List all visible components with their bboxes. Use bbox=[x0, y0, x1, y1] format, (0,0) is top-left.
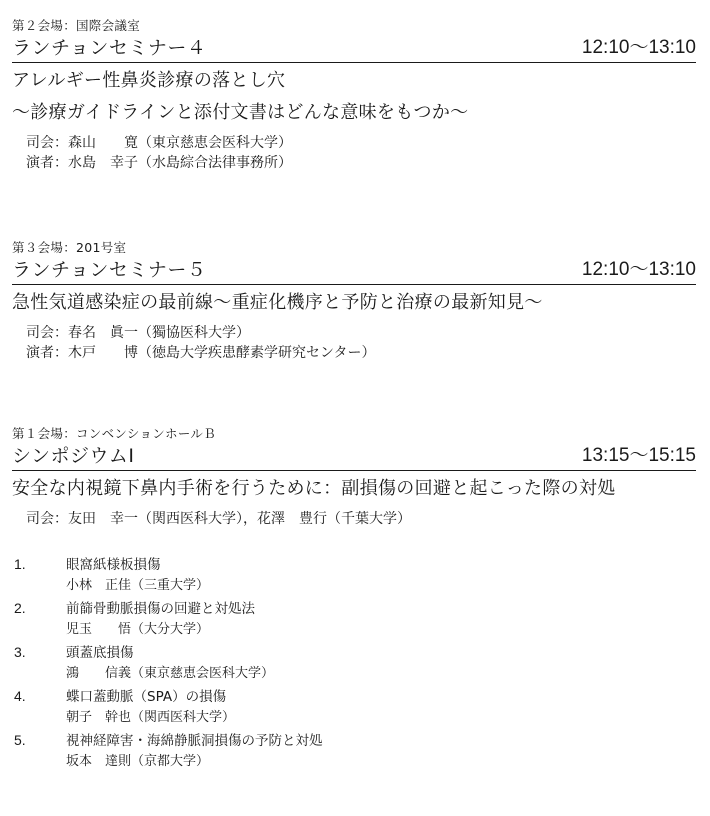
speaker-line: 演者：木戸 博（徳島大学疾患酵素学研究センター） bbox=[26, 345, 376, 361]
session-topic: アレルギー性鼻炎診療の落とし穴 bbox=[12, 70, 286, 91]
session-header bbox=[12, 444, 696, 471]
talk-number: 2. bbox=[14, 600, 26, 616]
session-topic-subtitle: 〜診療ガイドラインと添付文書はどんな意味をもつか〜 bbox=[12, 102, 469, 123]
chair-line: 司会：森山 寛（東京慈恵会医科大学） bbox=[26, 135, 292, 151]
talk-speaker: 児玉 悟（大分大学） bbox=[66, 622, 210, 637]
talk-number: 5. bbox=[14, 732, 26, 748]
session-venue: 第３会場：201号室 bbox=[12, 240, 127, 255]
talk-number: 1. bbox=[14, 556, 26, 572]
session-time: 13:15〜15:15 bbox=[581, 445, 696, 466]
symposium-talk-list bbox=[12, 554, 696, 774]
talk-speaker: 朝子 幹也（関西医科大学） bbox=[66, 710, 236, 725]
session-time: 12:10〜13:10 bbox=[581, 37, 696, 58]
session-title: シンポジウムⅠ bbox=[12, 445, 135, 467]
chair-line: 司会：春名 眞一（獨協医科大学） bbox=[26, 325, 250, 341]
list-item bbox=[12, 730, 696, 774]
talk-number: 3. bbox=[14, 644, 26, 660]
talk-title: 頭蓋底損傷 bbox=[66, 645, 134, 661]
speaker-line: 演者：水島 幸子（水島綜合法律事務所） bbox=[26, 155, 292, 171]
session-luncheon-seminar-5 bbox=[12, 240, 696, 363]
session-luncheon-seminar-4 bbox=[12, 18, 696, 173]
session-title: ランチョンセミナー５ bbox=[12, 259, 207, 281]
talk-speaker: 小林 正佳（三重大学） bbox=[66, 578, 210, 593]
session-title: ランチョンセミナー４ bbox=[12, 37, 207, 59]
talk-title: 視神経障害・海綿静脈洞損傷の予防と対処 bbox=[66, 733, 323, 749]
session-venue: 第２会場：国際会議室 bbox=[12, 18, 141, 33]
talk-title: 前篩骨動脈損傷の回避と対処法 bbox=[66, 601, 255, 617]
talk-speaker: 鴻 信義（東京慈恵会医科大学） bbox=[66, 666, 275, 681]
session-topic: 急性気道感染症の最前線〜重症化機序と予防と治療の最新知見〜 bbox=[12, 292, 543, 313]
talk-speaker: 坂本 達則（京都大学） bbox=[66, 754, 210, 769]
list-item bbox=[12, 598, 696, 642]
chair-line: 司会：友田 幸一（関西医科大学），花澤 豊行（千葉大学） bbox=[26, 511, 411, 527]
talk-title: 眼窩紙様板損傷 bbox=[66, 557, 161, 573]
list-item bbox=[12, 686, 696, 730]
session-topic: 安全な内視鏡下鼻内手術を行うために：副損傷の回避と起こった際の対処 bbox=[12, 478, 616, 499]
talk-title: 蝶口蓋動脈（SPA）の損傷 bbox=[66, 689, 227, 705]
list-item bbox=[12, 554, 696, 598]
session-header bbox=[12, 258, 696, 285]
session-venue: 第１会場：コンベンションホールＢ bbox=[12, 426, 216, 441]
session-header bbox=[12, 36, 696, 63]
talk-number: 4. bbox=[14, 688, 26, 704]
list-item bbox=[12, 642, 696, 686]
session-symposium-1 bbox=[12, 426, 696, 529]
session-time: 12:10〜13:10 bbox=[581, 259, 696, 280]
